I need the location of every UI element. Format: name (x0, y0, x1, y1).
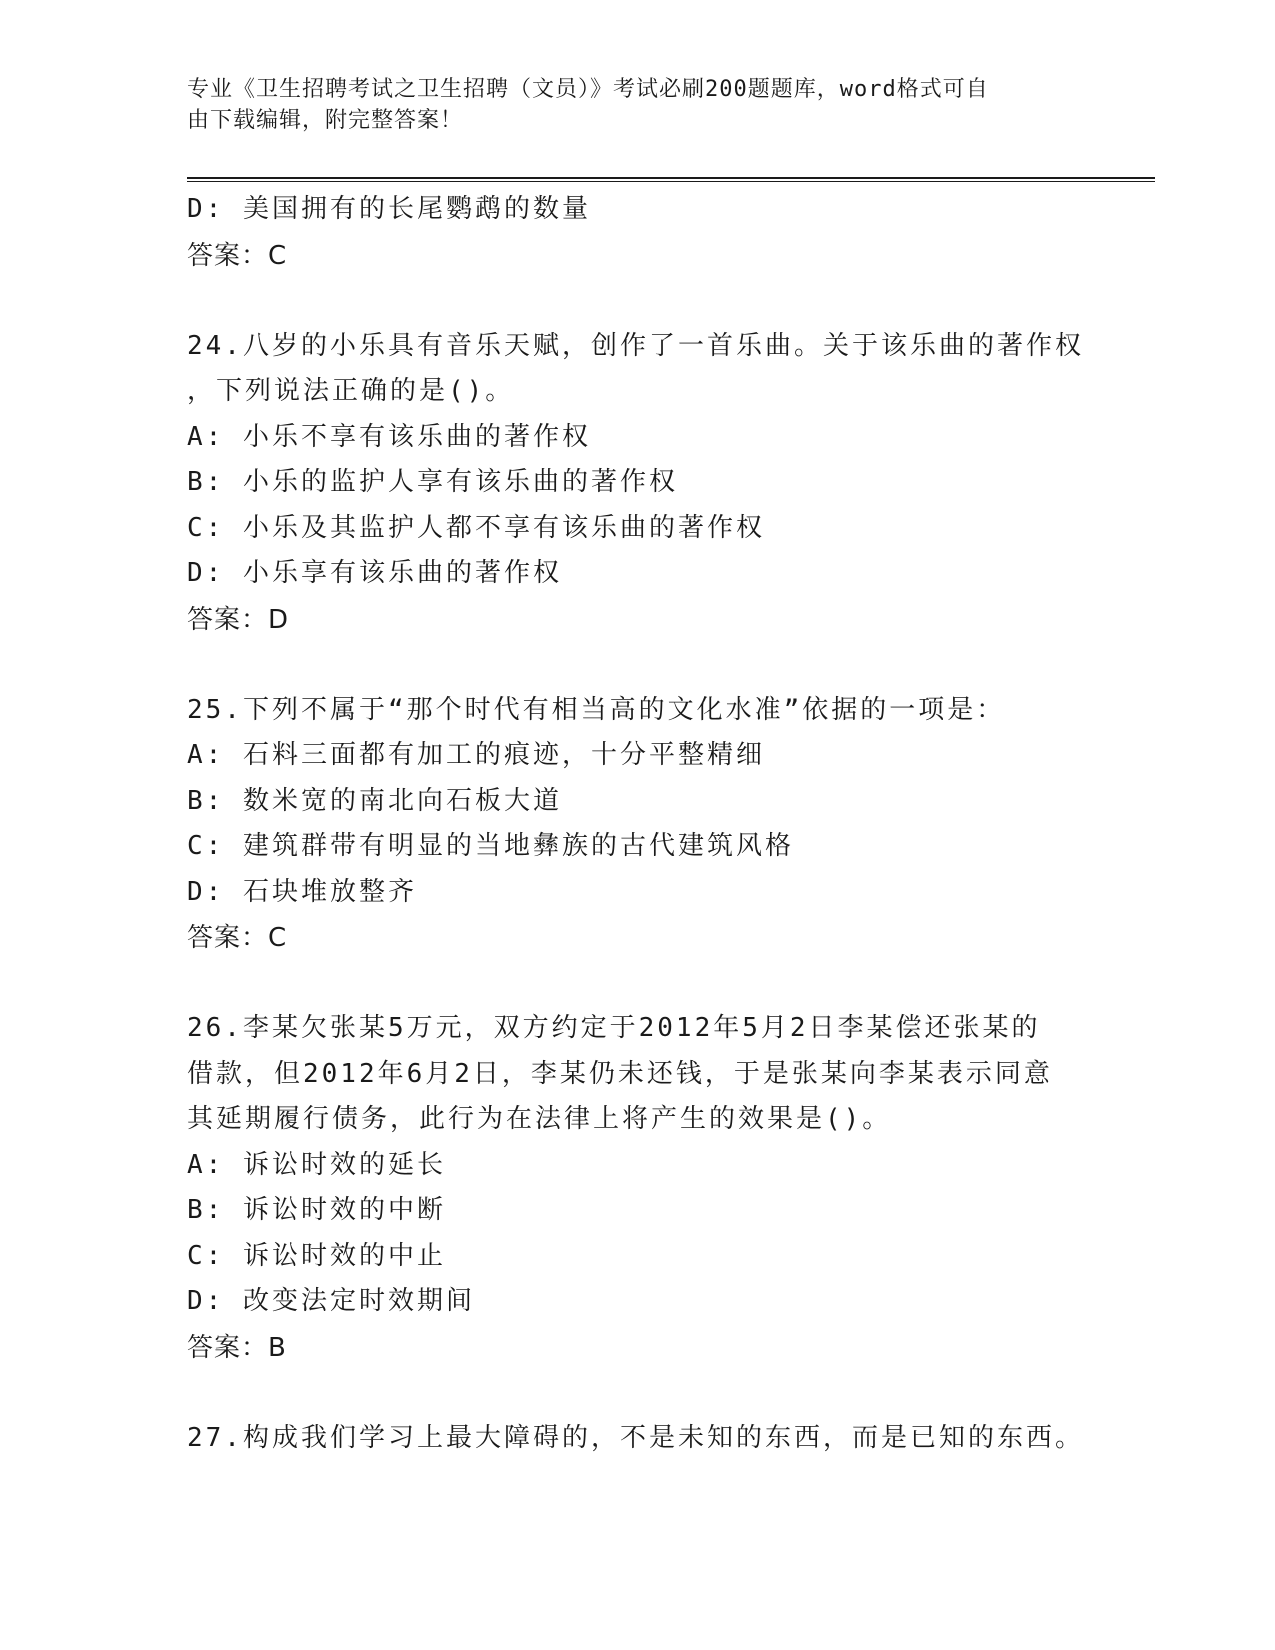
option-a: A: 小乐不享有该乐曲的著作权 (187, 421, 591, 452)
option-d: D: 小乐享有该乐曲的著作权 (187, 558, 562, 588)
option-a: A: 石料三面都有加工的痕迹，十分平整精细 (187, 740, 765, 770)
page-header (187, 74, 1067, 136)
answer: 答案：B (187, 1332, 287, 1363)
option-b: B: 小乐的监护人享有该乐曲的著作权 (187, 467, 678, 497)
option-b: B: 数米宽的南北向石板大道 (187, 785, 562, 816)
question-content (187, 187, 1187, 1461)
header-line-1: 专业《卫生招聘考试之卫生招聘（文员）》考试必刷200题题库，word格式可自 (187, 77, 989, 102)
spacer (187, 644, 1187, 688)
answer: 答案：D (187, 604, 290, 635)
header-line-2: 由下载编辑，附完整答案！ (187, 108, 464, 133)
spacer (187, 1372, 1187, 1416)
option-a: A: 诉讼时效的延长 (187, 1149, 446, 1180)
question-26 (187, 1006, 1187, 1372)
option-d: D: 石块堆放整齐 (187, 876, 417, 907)
option-d: D: 改变法定时效期间 (187, 1286, 475, 1316)
answer: 答案：C (187, 240, 288, 271)
option-c: C: 诉讼时效的中止 (187, 1240, 446, 1271)
question-stem: 其延期履行债务，此行为在法律上将产生的效果是()。 (187, 1104, 892, 1134)
question-stem: 25.下列不属于“那个时代有相当高的文化水准”依据的一项是： (187, 694, 1006, 725)
question-27 (187, 1416, 1187, 1462)
question-stem: 借款，但2012年6月2日，李某仍未还钱，于是张某向李某表示同意 (187, 1058, 1053, 1089)
header-divider (187, 177, 1155, 182)
answer: 答案：C (187, 923, 288, 953)
question-24 (187, 324, 1187, 644)
spacer (187, 280, 1187, 324)
question-stem: ，下列说法正确的是()。 (187, 376, 515, 406)
option-d: D: 美国拥有的长尾鹦鹉的数量 (187, 194, 591, 224)
option-c: C: 小乐及其监护人都不享有该乐曲的著作权 (187, 512, 765, 543)
question-25 (187, 688, 1187, 963)
question-stem: 26.李某欠张某5万元，双方约定于2012年5月2日李某偿还张某的 (187, 1013, 1041, 1043)
question-stem: 27.构成我们学习上最大障碍的，不是未知的东西，而是已知的东西。 (187, 1422, 1084, 1453)
option-c: C: 建筑群带有明显的当地彝族的古代建筑风格 (187, 831, 794, 861)
spacer (187, 962, 1187, 1006)
option-b: B: 诉讼时效的中断 (187, 1195, 446, 1225)
question-stem: 24.八岁的小乐具有音乐天赋，创作了一首乐曲。关于该乐曲的著作权 (187, 330, 1084, 361)
